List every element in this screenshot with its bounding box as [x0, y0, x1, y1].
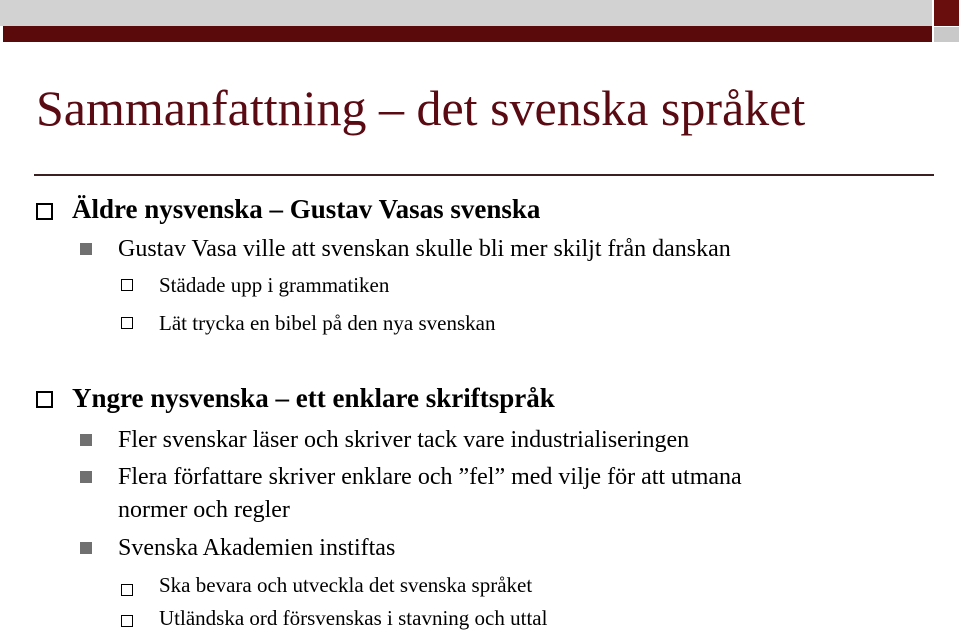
hollow-square-bullet-icon: [36, 391, 53, 408]
solid-square-bullet-icon: [80, 542, 92, 554]
list-item: Gustav Vasa ville att svenskan skulle bli mer skiljt från danskan: [118, 236, 731, 262]
list-item: Svenska Akademien instiftas: [118, 535, 396, 561]
list-subitem: Lät trycka en bibel på den nya svenskan: [159, 311, 496, 335]
list-subitem: Utländska ord försvenskas i stavning och uttal: [159, 606, 548, 630]
solid-square-bullet-icon: [80, 471, 92, 483]
list-subitem: Städade upp i grammatiken: [159, 273, 390, 297]
hollow-square-bullet-icon: [121, 317, 133, 329]
section-heading: Äldre nysvenska – Gustav Vasas svenska: [72, 194, 541, 224]
solid-square-bullet-icon: [80, 434, 92, 446]
solid-square-bullet-icon: [80, 243, 92, 255]
list-item-continuation: normer och regler: [118, 497, 290, 523]
section-heading: Yngre nysvenska – ett enklare skriftspråk: [72, 383, 555, 413]
hollow-square-bullet-icon: [121, 615, 133, 627]
hollow-square-bullet-icon: [121, 279, 133, 291]
list-item: Flera författare skriver enklare och ”fel” med vilje för att utmana: [118, 464, 742, 490]
slide-title: Sammanfattning – det svenska språket: [36, 80, 806, 136]
hollow-square-bullet-icon: [36, 203, 53, 220]
hollow-square-bullet-icon: [121, 584, 133, 596]
list-item: Fler svenskar läser och skriver tack vare industrialiseringen: [118, 427, 690, 453]
list-subitem: Ska bevara och utveckla det svenska språket: [159, 573, 533, 597]
